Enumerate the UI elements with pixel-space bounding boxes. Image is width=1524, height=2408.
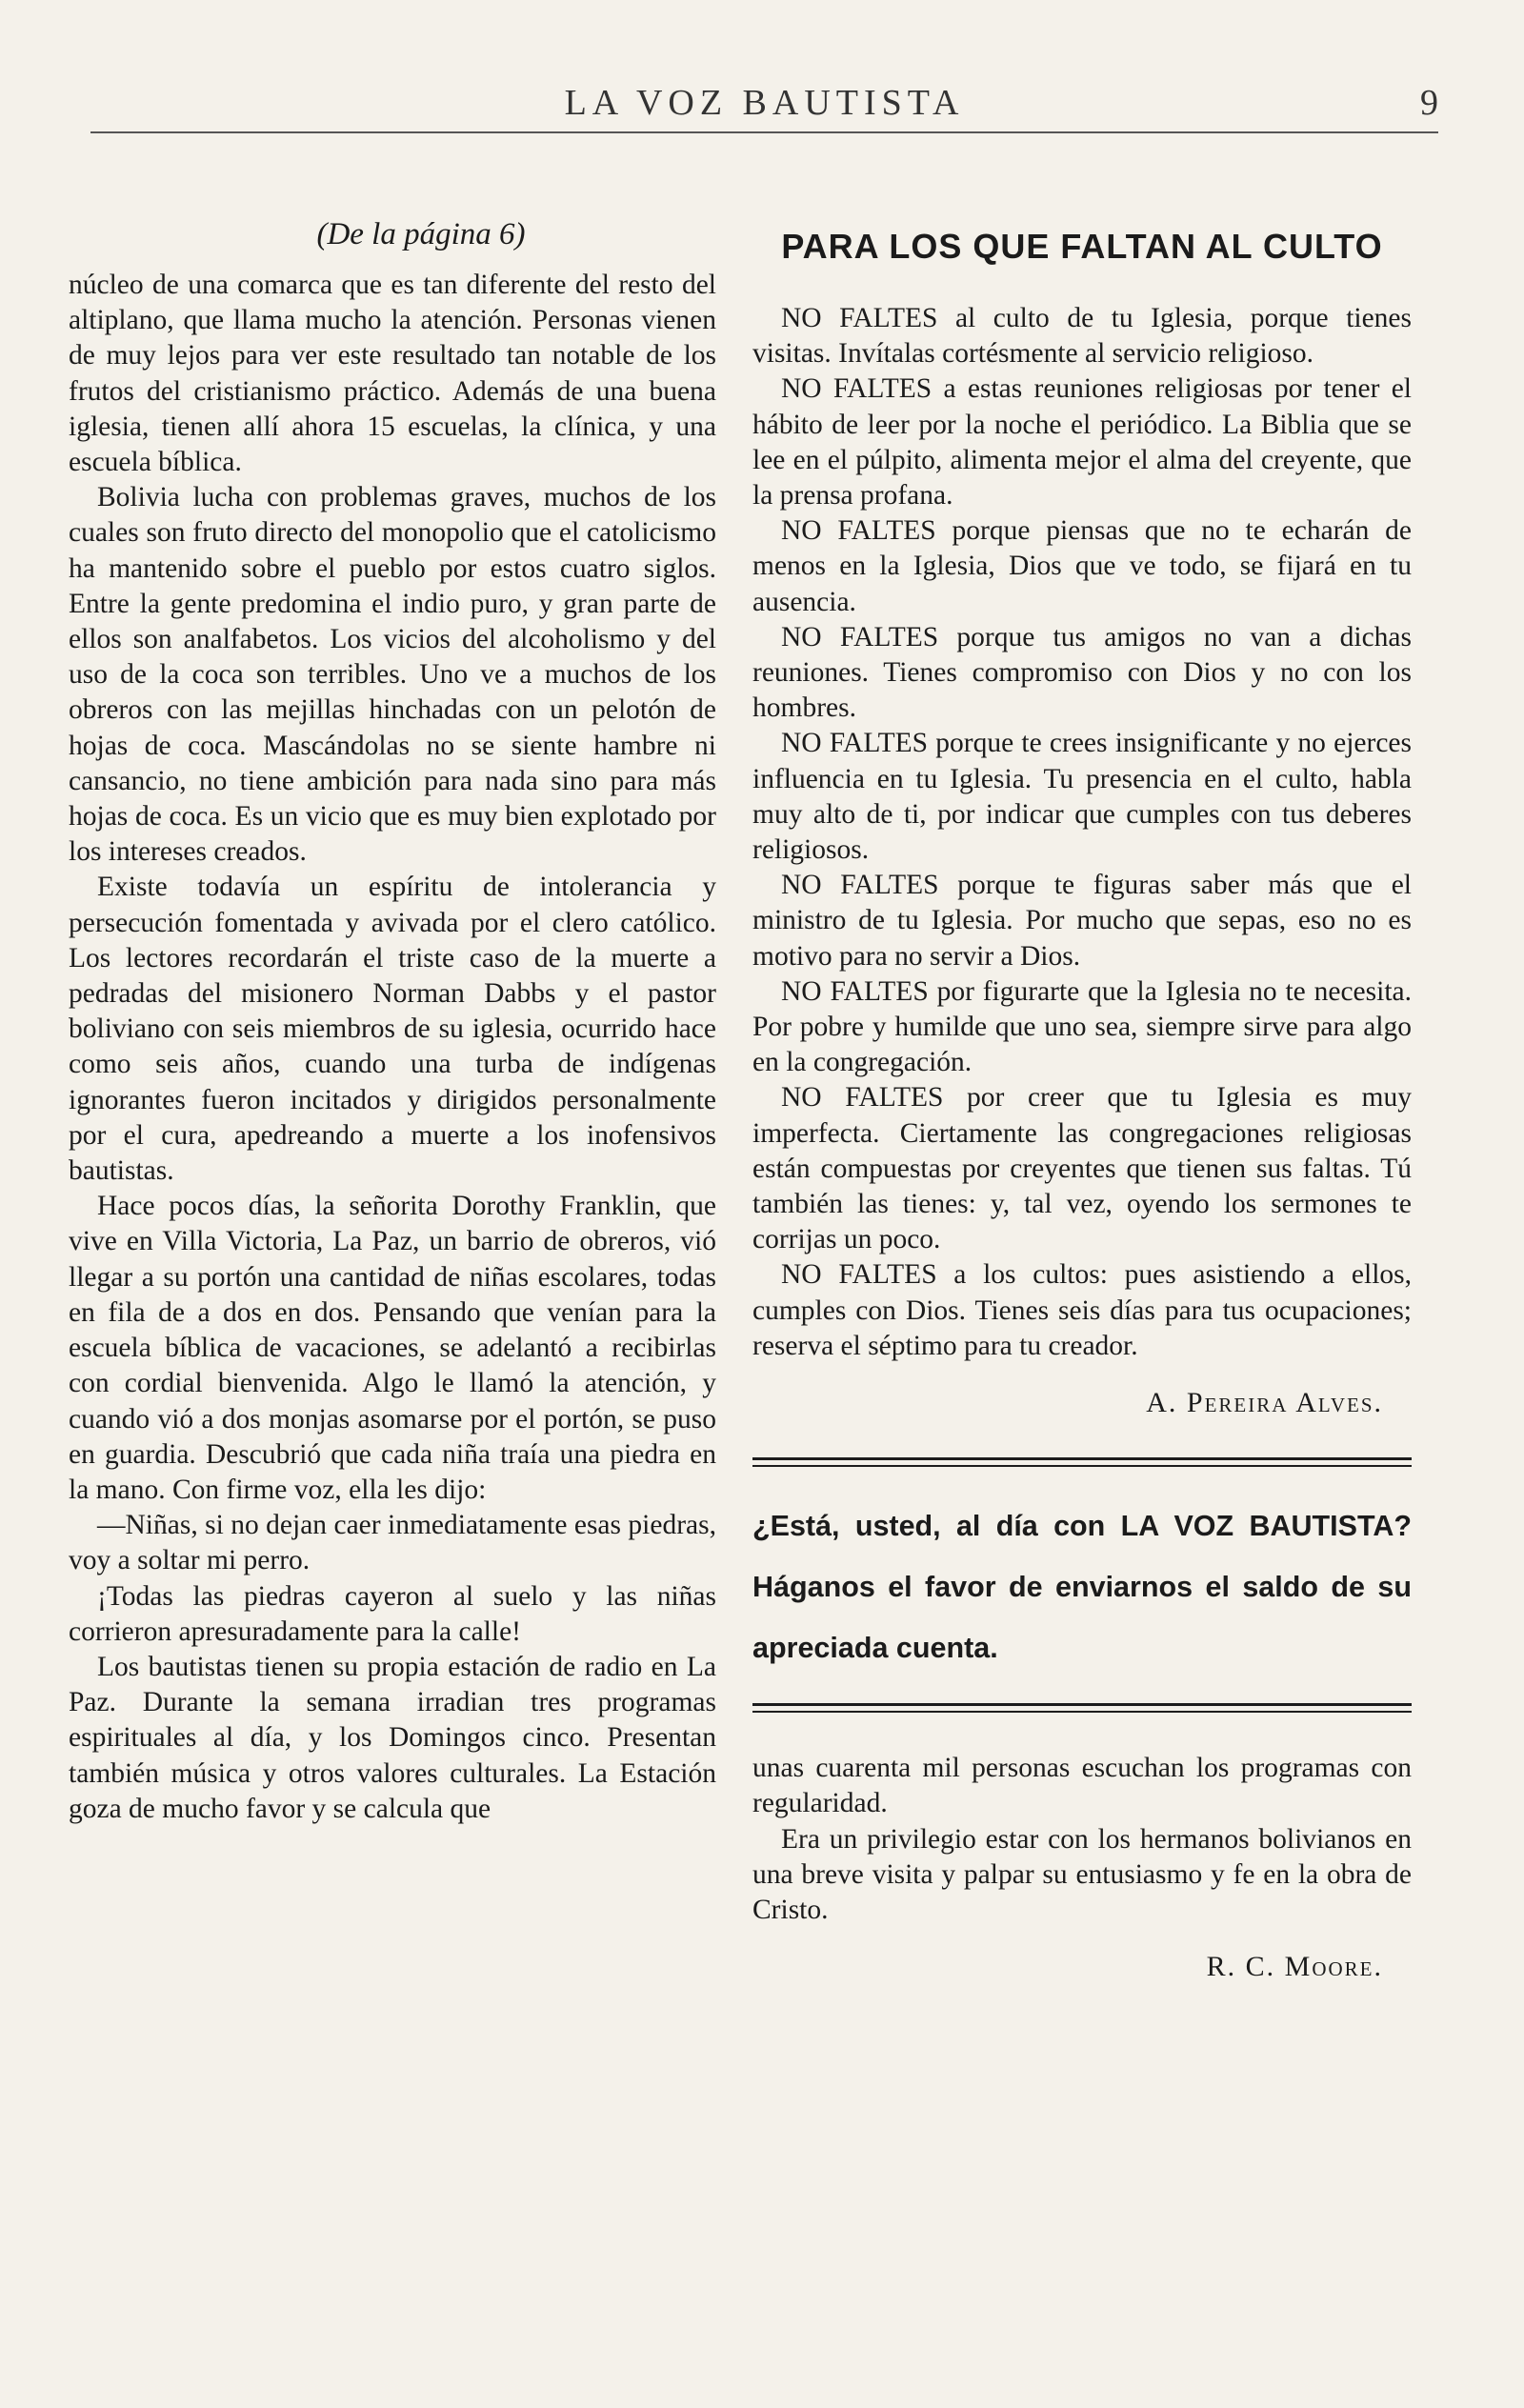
left-column	[69, 217, 716, 1827]
subscription-notice: ¿Está, usted, al día con LA VOZ BAUTISTA? Háganos el favor de enviarnos el saldo de su apreciada cuenta.	[752, 1510, 1412, 1665]
article-paragraph: Bolivia lucha con problemas graves, muchos de los cuales son fruto directo del monopolio que el catolicismo ha mantenido sobre el pueblo por estos cuatro siglos. Entre la gente predomina el indio puro, y gran parte de ellos son analfabetos. Los vicios del alcoholismo y del uso de la coca son terribles. Uno ve a muchos de los obreros con las mejillas hinchadas con un pelotón de hojas de coca. Mascándolas no se siente hambre ni cansancio, no tiene ambición para nada sino para más hojas de coca. Es un vicio que es muy bien explotado por los intereses creados.	[69, 482, 716, 868]
continuation-paragraph: Era un privilegio estar con los hermanos bolivianos en una breve visita y palpar su entusiasmo y fe en la obra de Cristo.	[752, 1823, 1412, 1925]
author-signature: A. Pereira Alves.	[1146, 1387, 1383, 1419]
rule-line	[752, 1711, 1412, 1713]
rule-line	[752, 1457, 1412, 1460]
exhortation-paragraph: NO FALTES a estas reuniones religiosas por tener el hábito de leer por la noche el periódico. La Biblia que se lee en el púlpito, alimenta mejor el alma del creyente, que la prensa profana.	[752, 373, 1412, 512]
running-title: LA VOZ BAUTISTA	[564, 83, 965, 123]
closing-signature: R. C. Moore.	[1206, 1951, 1383, 1983]
article-continuation	[752, 1751, 1412, 1983]
rule-line	[752, 1703, 1412, 1706]
page-number: 9	[1420, 83, 1438, 123]
continuation-paragraph: unas cuarenta mil personas escuchan los programas con regularidad.	[752, 1753, 1412, 1819]
double-rule-top	[752, 1457, 1412, 1467]
rule-line	[752, 1465, 1412, 1467]
article-paragraph: Hace pocos días, la señorita Dorothy Franklin, que vive en Villa Victoria, La Paz, un barrio de obreros, vió llegar a su portón una cantidad de niñas escolares, todas en fila de a dos en dos. Pensando que venían para la escuela bíblica de vacaciones, se adelantó a recibirlas con cordial bienvenida. Algo le llamó la atención, y cuando vió a dos monjas asomarse por el portón, se puso en guardia. Descubrió que cada niña traía una piedra en la mano. Con firme voz, ella les dijo:	[69, 1191, 716, 1505]
exhortation-paragraph: NO FALTES porque tus amigos no van a dichas reuniones. Tienes compromiso con Dios y no con los hombres.	[752, 621, 1412, 724]
exhortation-paragraph: NO FALTES a los cultos: pues asistiendo a ellos, cumples con Dios. Tienes seis días para tus ocupaciones; reserva el séptimo para tu creador.	[752, 1259, 1412, 1361]
article-paragraph: ¡Todas las piedras cayeron al suelo y las niñas corrieron apresuradamente para la calle!	[69, 1580, 716, 1647]
double-rule-bottom	[752, 1703, 1412, 1713]
exhortation-paragraph: NO FALTES porque piensas que no te echarán de menos en la Iglesia, Dios que ve todo, se fijará en tu ausencia.	[752, 515, 1412, 617]
exhortation-paragraph: NO FALTES porque te crees insignificante y no ejerces influencia en tu Iglesia. Tu presencia en el culto, habla muy alto de ti, por indicar que cumples con tus deberes religiosos.	[752, 728, 1412, 866]
article-paragraph: —Niñas, si no dejan caer inmediatamente esas piedras, voy a soltar mi perro.	[69, 1510, 716, 1576]
exhortation-paragraph: NO FALTES por creer que tu Iglesia es muy imperfecta. Ciertamente las congregaciones religiosas están compuestas por creyentes que tienen sus faltas. Tú también las tienes: y, tal vez, oyendo los sermones te corrijas un poco.	[752, 1082, 1412, 1255]
continued-from-note: (De la página 6)	[316, 217, 526, 251]
right-column	[752, 217, 1412, 1983]
section-title: PARA LOS QUE FALTAN AL CULTO	[781, 227, 1383, 266]
exhortation-paragraph: NO FALTES por figurarte que la Iglesia no te necesita. Por pobre y humilde que uno sea, siempre sirve para algo en la congregación.	[752, 975, 1412, 1078]
article-paragraph: Los bautistas tienen su propia estación de radio en La Paz. Durante la semana irradian tres programas espirituales al día, y los Domingos cinco. Presentan también música y otros valores culturales. La Estación goza de mucho favor y se calcula que	[69, 1651, 716, 1824]
exhortation-paragraph: NO FALTES al culto de tu Iglesia, porque tienes visitas. Invítalas cortésmente al servicio religioso.	[752, 303, 1412, 370]
running-header	[90, 74, 1438, 133]
article-paragraph: Existe todavía un espíritu de intolerancia y persecución fomentada y avivada por el clero católico. Los lectores recordarán el triste caso de la muerte a pedradas del misionero Norman Dabbs y el pastor boliviano con seis miembros de su iglesia, ocurrido hace como seis años, cuando una turba de indígenas ignorantes fueron incitados y dirigidos personalmente por el cura, apedreando a muerte a los inofensivos bautistas.	[69, 872, 716, 1187]
exhortation-paragraph: NO FALTES porque te figuras saber más que el ministro de tu Iglesia. Por mucho que sepas, eso no es motivo para no servir a Dios.	[752, 870, 1412, 972]
article-paragraph: núcleo de una comarca que es tan diferente del resto del altiplano, que llama mucho la atención. Personas vienen de muy lejos para ver este resultado tan notable de los frutos del cristianismo práctico. Además de una buena iglesia, tienen allí ahora 15 escuelas, la clínica, y una escuela bíblica.	[69, 270, 716, 478]
